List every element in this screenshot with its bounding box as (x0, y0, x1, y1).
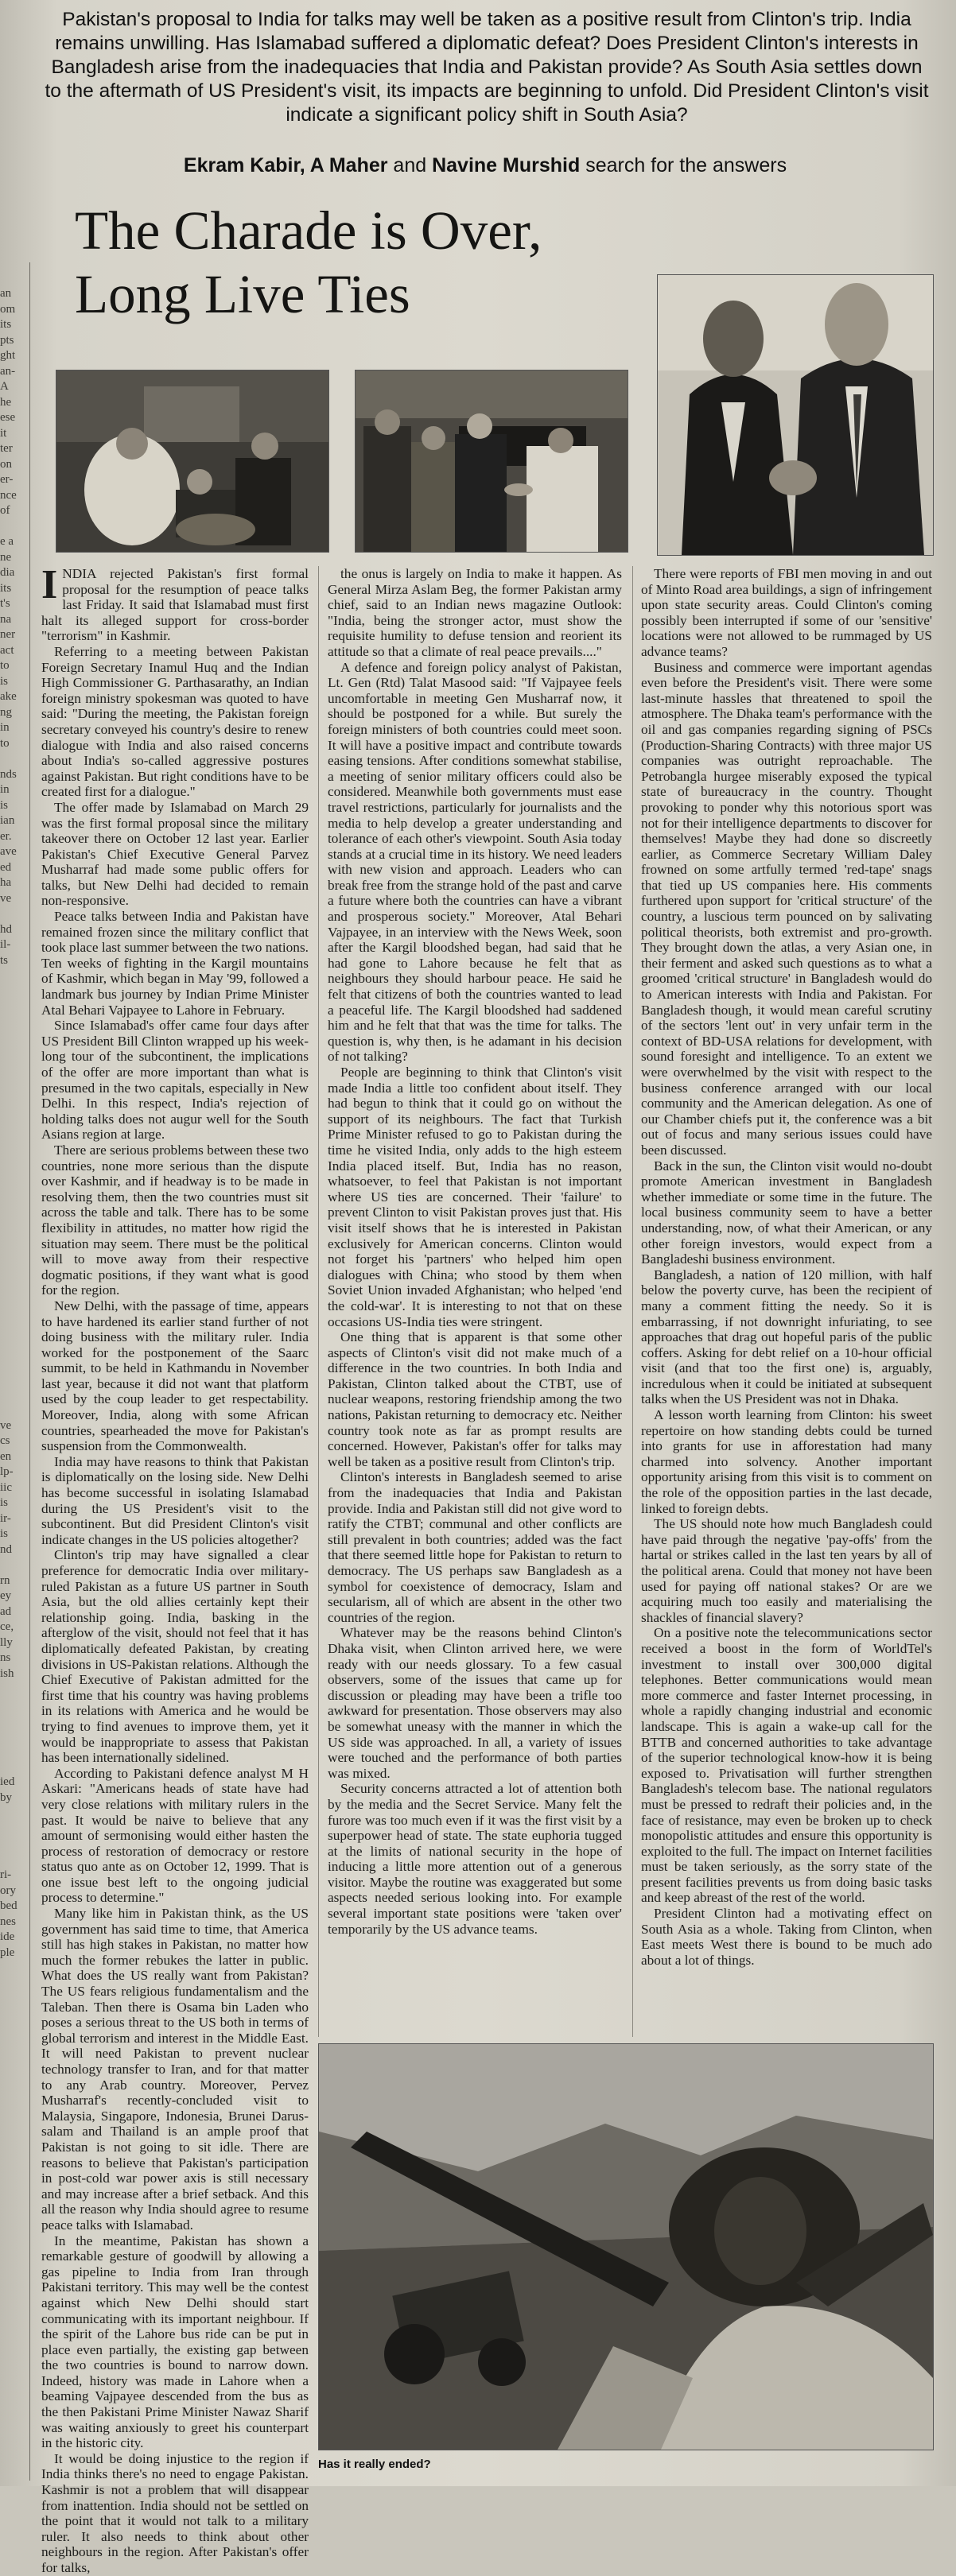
adjacent-page-fragment (0, 1046, 27, 1062)
article-paragraph: The US should note how much Bangladesh could have paid through the negative 'pay-offs' from the hartal or strikes called in the last ten years by all of the political arena. Could that money not have been used for paying off national stakes? Or are we acquiring much too easily and materialising the shackles of financial slavery? (641, 1516, 932, 1625)
adjacent-page-fragment: an- (0, 364, 16, 378)
adjacent-page-fragment: ake (0, 690, 17, 703)
adjacent-page-fragment (0, 1309, 27, 1325)
adjacent-page-fragment (0, 999, 27, 1015)
adjacent-page-fragment (0, 1108, 27, 1124)
article-paragraph: There were reports of FBI men moving in and out of Minto Road area buildings, a sign of infringement upon state security areas. Could Clinton's coming possibly been interrupted if some of our 'sensitive' locations were not allowed to be rummaged by US advance teams? (641, 566, 932, 659)
drop-cap: I (41, 562, 58, 607)
adjacent-page-fragment: ese (0, 411, 16, 424)
adjacent-page-fragment (0, 1402, 27, 1418)
adjacent-page-fragment: its (0, 318, 12, 331)
headline-line-1: The Charade is Over, (75, 200, 542, 261)
article-paragraph: Whatever may be the reasons behind Clinton's Dhaka visit, when Clinton arrived here, we were ready with our needs glossary. To a few casual observers, some of the issues that came up for discussion or pleading may have been a trifle too awkward for presentation. Those observers may also be somewhat uneasy with the manner in which the US side was approached. In all, a variety of issues were touched and the performance of both parties was mixed. (328, 1625, 622, 1781)
adjacent-page-fragment: is (0, 1527, 9, 1540)
gutter-rule (29, 262, 30, 2481)
adjacent-page-fragment: ner (0, 628, 16, 641)
adjacent-page-fragment: is (0, 674, 9, 688)
adjacent-page-fragment: lly (0, 1635, 13, 1649)
adjacent-page-fragment: na (0, 612, 12, 626)
adjacent-page-fragment (0, 1728, 27, 1744)
article-paragraph: Business and commerce were important agendas even before the President's visit. There were some last-minute hassles that threatened to spoil the atmosphere. The Dhaka team's performance with the oil and gas companies regarding signing of PSCs (Production-Sharing Contracts) with three major US companies was outright reproachable. The Petrobangla hurgee miserably exposed the typical state of bureaucracy in the country. Thought provoking to ponder why this notorious sport was not for their intelligence departments to discover for themselves! Maybe they had done so discreetly earlier, as Commerce Secretary William Daley frowned on some artfully termed 'red-tape' snags that tied up US companies here. His comments furthered upon support for 'critical structure' of the country, a luscious term pounced on by salivating political theorists, both extremist and pro-growth. They brought down the atlas, a very Asian one, in their ferment and asked such questions as to what a groomed 'critical structure' in Bangladesh would do to American interests with India and Pakistan. For Bangladesh though, it would mean careful scrutiny of the sectors 'lent out' in very unfair term in the context of BD-USA relations for development, with sound foresight and intelligence. To an extent we were overwhelmed by the visit with respect to the business conference arranged with our local community and the American delegation. As one of our Chamber chiefs put it, the conference was a bit out of focus and many serious issues could have been discussed. (641, 659, 932, 1158)
adjacent-page-fragment: is (0, 1496, 9, 1509)
adjacent-page-fragment (0, 751, 27, 767)
headline-line-2: Long Live Ties (75, 264, 410, 324)
adjacent-page-fragment (0, 1294, 27, 1310)
adjacent-page-fragment: nes (0, 1915, 16, 1928)
adjacent-page-fragment: nd (0, 1542, 12, 1556)
article-paragraph: New Delhi, with the passage of time, appears to have hardened its earlier stand further of not doing business with the military ruler. India worked for the postponement of the Saarc summit, to be held in Kathmandu in November last year, because it did not want that platform used by the coup leader to get respectability. Moreover, India, along with some African countries, spearheaded the move for Pakistan's suspension from the Commonwealth. (41, 1298, 309, 1454)
adjacent-page-fragment (0, 1558, 27, 1573)
article-paragraph: INDIA rejected Pakistan's first formal proposal for the resumption of peace talks last Friday. It said that Islamabad must first halt its alleged support for cross-border "terrorism" in Kashmir. (41, 562, 309, 644)
adjacent-page-fragment (0, 1356, 27, 1372)
adjacent-page-fragment (0, 1015, 27, 1031)
adjacent-page-fragment (0, 1232, 27, 1248)
adjacent-page-fragment: ts (0, 953, 9, 967)
photo-two-leaders-image (658, 275, 933, 555)
adjacent-page-fragment (0, 1061, 27, 1077)
adjacent-page-fragment: ory (0, 1884, 16, 1897)
adjacent-page-fragment: ns (0, 1651, 11, 1664)
adjacent-page-fragment (0, 1806, 27, 1821)
adjacent-page-fragment: hd (0, 922, 12, 936)
adjacent-page-fragment (0, 1371, 27, 1387)
adjacent-page-fragment: ter (0, 442, 13, 455)
adjacent-page-fragment (0, 1340, 27, 1356)
article-paragraph: Security concerns attracted a lot of attention both by the media and the Secret Service. Many felt the furore was too much even if it was the first visit by a superpower head of state. The state euphoria tugged at the limits of national security in the hope of inducing a little more attention out of a generous visitor. Maybe the routine was exaggerated but some aspects needed serious looking into. For example several important state positions were 'taken over' temporarily by the US advance teams. (328, 1781, 622, 1937)
article-paragraph: Clinton's interests in Bangladesh seemed to arise from the inadequacies that India and Pakistan provide. India and Pakistan still did not give word to ratify the CTBT; communal and other conflicts are still prevalent in both countries; added was the fact that there seemed little hope for Pakistan to return to democracy. The US perhaps saw Bangladesh as a symbol for coexistence of democracy, Islam and secularism, all of which are absent in the other two countries of the region. (328, 1469, 622, 1625)
adjacent-page-fragment (0, 1092, 27, 1108)
adjacent-page-fragment (0, 1387, 27, 1403)
photo-soldier-mortar-image (319, 2044, 933, 2450)
adjacent-page-fragment: ed (0, 860, 12, 874)
article-paragraph: Many like him in Pakistan think, as the US government has said time to time, that America still has high stakes in Pakistan, no matter how much the former rebukes the latter in public. What does the US really want from Pakistan? The US fears religious fundamentalism and the Taleban. Then there is Osama bin Laden who poses a serious threat to the US both in terms of global terrorism and interest in the Middle East. It will need Pakistan to prevent nuclear technology transfer to Iran, and for that matter to any Arab country. Moreover, Pervez Musharraf's recently-concluded visit to Malaysia, Singapore, Indonesia, Brunei Darus-salam and Thailand is an ample proof that Pakistan is not going to sit idle. There are reasons to believe that Pakistan's participation in post-cold war power axis is still necessary and may increase after a brief setback. And this all the reason why India should agree to resume peace talks with Islamabad. (41, 1906, 309, 2233)
adjacent-page-fragment (0, 1201, 27, 1217)
photo-caption: Has it really ended? (318, 2458, 431, 2471)
photo-handshake-image (356, 370, 628, 552)
adjacent-page-fragment: ce, (0, 1620, 14, 1633)
column-rule-1 (318, 566, 319, 2037)
adjacent-page-fragment: its (0, 581, 12, 595)
adjacent-page-fragment: dia (0, 566, 15, 579)
adjacent-page-fragment (0, 1759, 27, 1775)
intro-deck: Pakistan's proposal to India for talks may well be taken as a positive result from Clinton's trip. India remains unwilling. Has Islamabad suffered a diplomatic defeat? Does President Clinton's interests in Bangladesh arise from the inadequacies that India and Pakistan provide? As South Asia settles down to the aftermath of US President's visit, its impacts are beginning to unfold. Did President Clinton's visit indicate a significant policy shift in South Asia? (45, 9, 929, 126)
article-paragraph: Back in the sun, the Clinton visit would no-doubt promote American investment in Bangladesh whether immediate or some time in the future. The local business community seem to have a better understanding, now, of what their American, or any other foreign investors, would expect from a Bangladeshi business environment. (641, 1158, 932, 1267)
adjacent-page-fragment: lp- (0, 1465, 14, 1478)
adjacent-page-fragment (0, 1247, 27, 1263)
article-paragraph: Bangladesh, a nation of 120 million, with half below the poverty curve, has been the recipient of many a comment fitting the needy. So it is embarrassing, if not downright infuriating, to see approaches that drag out hopeful paris of the public coffers. Asking for debt relief on a 10-hour official visit (and that too the first one) is, arguably, incredulous when it could be initiated at subsequent talks when the US President was not in Dhaka. (641, 1267, 932, 1407)
adjacent-page-fragment: nce (0, 488, 17, 502)
article-paragraph: the onus is largely on India to make it happen. As General Mirza Aslam Beg, the former Pakistan army chief, said to an Indian news magazine Outlook: "India, being the stronger actor, must show the requisite humility to defuse tension and reorient its attitude so that a climate of real peace prevails...." (328, 566, 622, 659)
adjacent-page-fragment: on (0, 457, 12, 471)
adjacent-page-fragment: ave (0, 845, 17, 858)
adjacent-page-fragment (0, 1278, 27, 1294)
adjacent-page-fragment: ied (0, 1775, 15, 1788)
adjacent-page-fragment: ght (0, 349, 16, 362)
article-paragraph: According to Pakistani defence analyst M H Askari: "Americans heads of state have had very close relations with military rulers in the past. It would be naive to believe that any amount of sermonising would either hasten the process of restoration of democracy or restore status quo ante as on October 12, 1999. That is one issue best left to the ongoing judicial process to determine." (41, 1765, 309, 1906)
adjacent-page-fragment (0, 1325, 27, 1341)
adjacent-page-fragment: ide (0, 1930, 15, 1943)
adjacent-page-fragment (0, 1123, 27, 1139)
adjacent-page-fragment: er. (0, 829, 12, 843)
article-paragraph: Peace talks between India and Pakistan have remained frozen since the military conflict that took place last summer between the two nations. Ten weeks of fighting in the Kargil mountains of Kashmir, which began in May '99, followed a landmark bus journey by Indian Prime Minister Atal Behari Vajpayee to Lahore in February. (41, 909, 309, 1018)
adjacent-page-fragment: t's (0, 597, 10, 610)
article-paragraph: It would be doing injustice to the region if India thinks there's no need to engage Pakistan. Kashmir is not a problem that will disappear from inattention. India should not be settled on the point that it would not talk to a military ruler. It also needs to think about other neighbours in the region. After Pakistan's offer for talks, (41, 2450, 309, 2575)
adjacent-page-fragment (0, 1852, 27, 1868)
adjacent-page-fragment: of (0, 504, 10, 517)
adjacent-page-fragment (0, 1139, 27, 1155)
adjacent-page-fragment: iic (0, 1480, 12, 1494)
adjacent-page-fragment (0, 1697, 27, 1713)
article-paragraph: A lesson worth learning from Clinton: his sweet repertoire on how standing debts could be turned into grants for use in afforestation had many charmed into solvency. Another important opportunity arising from this visit is to comment on the role of the opposition parties in the last decade, linked to foreign debts. (641, 1407, 932, 1516)
article-column-2 (328, 566, 622, 2037)
adjacent-page-fragment: by (0, 1790, 12, 1804)
headline (75, 199, 647, 326)
adjacent-page-fragment (0, 1154, 27, 1170)
photo-meeting-dhaka-image (56, 370, 328, 552)
adjacent-page-fragment: ve (0, 891, 12, 905)
article-paragraph: On a positive note the telecommunications sector received a boost in the form of WorldTel's investment to install over 300,000 digital telephones. Better communications would mean more commerce and faster Internet processing, in whole a rapidly changing industrial and economic landscape. This is again a wake-up call for the BTTB and concerned authorities to take advantage of the superior technological know-how it is being exposed to. Privatisation will further strengthen Bangladesh's telecom base. The national regulators must be pressed to redraft their policies and, in the face of resistance, may even be broken up to check monopolistic attitudes and ensure this opportunity is exploited to the full. The impact on Internet facilities must be taken seriously, as the sorry state of the present facilities prevents us from doing basic tasks and keep abreast of the rest of the world. (641, 1625, 932, 1906)
article-paragraph: Referring to a meeting between Pakistan Foreign Secretary Inamul Huq and the Indian High Commissioner G. Parthasarathy, an Indian foreign ministry spokesman was quoted to have said: "During the meeting, the Pakistan foreign secretary conveyed his country's desire to renew dialogue with India and also raised concerns about India's so-called aggressive postures against Pakistan. But right conditions have to be created first for a dialogue." (41, 643, 309, 800)
article-paragraph: People are beginning to think that Clinton's visit made India a little too confident about itself. They had begun to think that it could go on without the support of its neighbours. The fact that Turkish Prime Minister refused to go to Pakistan during the time he visited India, only adds to the high esteem India placed itself. But, India has no reason, whatsoever, to feel that Pakistan is not important where US ties are concerned. Their 'failure' to prevent Clinton to visit Pakistan proves just that. His visit itself shows that he is interested in Pakistan exclusively for American concerns. Clinton would not forget his 'partners' who helped him open dialogues with China; who stood by them when Soviet Union invaded Afghanistan; who helped 'end the cold-war'. It is interesting to not that on these occasions US-India ties were stringent. (328, 1065, 622, 1329)
article-paragraph: India may have reasons to think that Pakistan is diplomatically on the losing side. New Delhi has become successful in isolating Islamabad during the US President's visit to the subcontinent. But did President Clinton's visit indicate changes in the US policies altogether? (41, 1453, 309, 1547)
adjacent-page-fragment (0, 1837, 27, 1852)
adjacent-page-fragment: is (0, 798, 9, 812)
byline-and: and (387, 154, 433, 177)
adjacent-page-fragment: ha (0, 876, 12, 889)
adjacent-page-fragment (0, 1713, 27, 1728)
adjacent-page-fragment: ri- (0, 1868, 12, 1881)
adjacent-page-fragment: om (0, 302, 16, 316)
adjacent-page-fragment: in (0, 783, 10, 796)
adjacent-page-fragment: ve (0, 1418, 12, 1432)
adjacent-page-fragment (0, 984, 27, 1000)
adjacent-page-fragment: to (0, 736, 10, 750)
adjacent-page-fragment: ple (0, 1946, 15, 1959)
article-paragraph: In the meantime, Pakistan has shown a remarkable gesture of goodwill by allowing a gas pipeline to India from Iran through Pakistani territory. This may well be the contest against which New Delhi should start communicating with its important neighbour. If the spirit of the Lahore bus ride can be put in place even partially, the existing gap between the two countries is bound to narrow down. Indeed, history was made in Lahore when a beaming Vajpayee descended from the bus as the then Pakistani Prime Minister Nawaz Sharif was waiting anxiously to greet his counterpart in the historic city. (41, 2233, 309, 2451)
adjacent-page-fragment (0, 1821, 27, 1837)
column-rule-2 (632, 566, 633, 2037)
adjacent-page-strip (0, 286, 27, 2481)
adjacent-page-fragment: rn (0, 1573, 10, 1587)
adjacent-page-fragment (0, 1030, 27, 1046)
article-column-3 (641, 566, 932, 2037)
adjacent-page-fragment: ne (0, 550, 12, 564)
photo-meeting-dhaka (56, 370, 329, 553)
adjacent-page-fragment: ish (0, 1666, 14, 1680)
adjacent-page-fragment: ir- (0, 1511, 11, 1525)
adjacent-page-fragment: nds (0, 767, 17, 781)
adjacent-page-fragment: er- (0, 473, 14, 486)
adjacent-page-fragment (0, 968, 27, 984)
adjacent-page-fragment: pts (0, 333, 14, 347)
adjacent-page-fragment: ng (0, 705, 12, 719)
adjacent-page-fragment: en (0, 1449, 12, 1463)
adjacent-page-fragment: an (0, 287, 12, 300)
adjacent-page-fragment (0, 1077, 27, 1093)
adjacent-page-fragment (0, 1216, 27, 1232)
adjacent-page-fragment: in (0, 721, 10, 734)
article-paragraph: Clinton's trip may have signalled a clear preference for democratic India over military-ruled Pakistan as a future US partner in South Asia, but the old allies certainly kept their relationship going. India, basking in the afterglow of the visit, should not feel that it has diplomatically defeated Pakistan, by creating divisions in US-Pakistan relations. Although the Chief Executive of Pakistan admitted for the first time that his country was having problems in its relations with America and he would be trying to find avenues to improve them, yet it would be inappropriate to assess that Pakistan has been internationally sidelined. (41, 1547, 309, 1766)
adjacent-page-fragment (0, 1682, 27, 1697)
adjacent-page-fragment (0, 1185, 27, 1201)
adjacent-page-fragment (0, 1170, 27, 1186)
adjacent-page-fragment: it (0, 426, 7, 440)
adjacent-page-fragment: ey (0, 1589, 12, 1602)
adjacent-page-fragment: act (0, 643, 14, 657)
byline (48, 154, 923, 177)
article-paragraph: Since Islamabad's offer came four days after US President Bill Clinton wrapped up his week-long tour of the subcontinent, the implications of the offer are more important than what is presumed in the two capitals, especially in New Delhi. In this respect, India's rejection of holding talks does not augur well for the South Asians region at large. (41, 1018, 309, 1143)
adjacent-page-fragment (0, 519, 27, 535)
article-column-1 (41, 562, 309, 2575)
photo-soldier-mortar (318, 2043, 934, 2450)
adjacent-page-fragment (0, 906, 27, 922)
adjacent-page-fragment (0, 1263, 27, 1279)
adjacent-page-fragment: e a (0, 535, 14, 548)
adjacent-page-fragment: il- (0, 938, 11, 951)
adjacent-page-fragment: ian (0, 814, 15, 827)
adjacent-page-fragment: A (0, 380, 9, 393)
adjacent-page-fragment: bed (0, 1899, 17, 1912)
article-paragraph: There are serious problems between these two countries, none more serious than the dispute over Kashmir, and if headway is to be made in resolving them, then the two countries must sit across the table and talk. There has to be some flexibility in attitudes, no matter how rigid the situation may seem. There must be the political will to move away from their respective dogmatic positions, if they want what is good for the region. (41, 1142, 309, 1298)
article-paragraph: A defence and foreign policy analyst of Pakistan, Lt. Gen (Rtd) Talat Masood said: "If Vajpayee feels uncomfortable in meeting Gen Musharraf now, it should be postponed for a while. But surely the foreign ministers of both countries could meet soon. It will have a positive impact and contribute towards easing tensions. After conditions somewhat stabilise, a meeting of senior military officers could also be considered. Meanwhile both governments must ease travel restrictions, particularly for journalists and the media to help develop a greater understanding and tolerance of each other's viewpoint. South Asia today stands at a crucial time in its history. We need leaders with new vision and approach. Leaders who can break free from the strange hold of the past and carve a future where both the countries can have a vibrant and prosperous society." Moreover, Atal Behari Vajpayee, in an interview with the News Week, soon after the Kargil bloodshed began, had said that he had gone to Lahore because he felt that as neighbours they should harbour peace. He said he felt that citizens of both the countries wanted to lead a peaceful life. The Kargil bloodshed had saddened him and he felt that that was the time for talks. The question is, why then, is he adamant in his decision of not talking? (328, 659, 622, 1065)
photo-two-leaders (657, 274, 934, 556)
article-paragraph: One thing that is apparent is that some other aspects of Clinton's visit did not make much of a difference in the two countries. In both India and Pakistan, Clinton talked about the CTBT, use of nuclear weapons, restoring friendship among the two nations, Pakistan returning to democracy etc. Neither country took note as far as prompt results are concerned. However, Pakistan's offer for talks may well be taken as a positive result from Clinton's trip. (328, 1329, 622, 1469)
adjacent-page-fragment: cs (0, 1434, 10, 1447)
byline-tail: search for the answers (580, 154, 787, 177)
adjacent-page-fragment (0, 1744, 27, 1759)
photo-handshake (355, 370, 628, 553)
byline-authors-a: Ekram Kabir, A Maher (183, 154, 388, 177)
article-paragraph: President Clinton had a motivating effect on South Asia as a whole. Taking from Clinton, when East meets West there is bound to be much ado about a lot of things. (641, 1906, 932, 1968)
byline-authors-b: Navine Murshid (432, 154, 581, 177)
adjacent-page-fragment: ad (0, 1604, 12, 1618)
article-paragraph: The offer made by Islamabad on March 29 was the first formal proposal since the military takeover there on October 12 last year. Earlier Pakistan's Chief Executive General Parvez Musharraf had made some public offers for talks, but New Delhi had decided to remain non-responsive. (41, 799, 309, 909)
adjacent-page-fragment: to (0, 659, 10, 672)
adjacent-page-fragment: he (0, 395, 12, 409)
